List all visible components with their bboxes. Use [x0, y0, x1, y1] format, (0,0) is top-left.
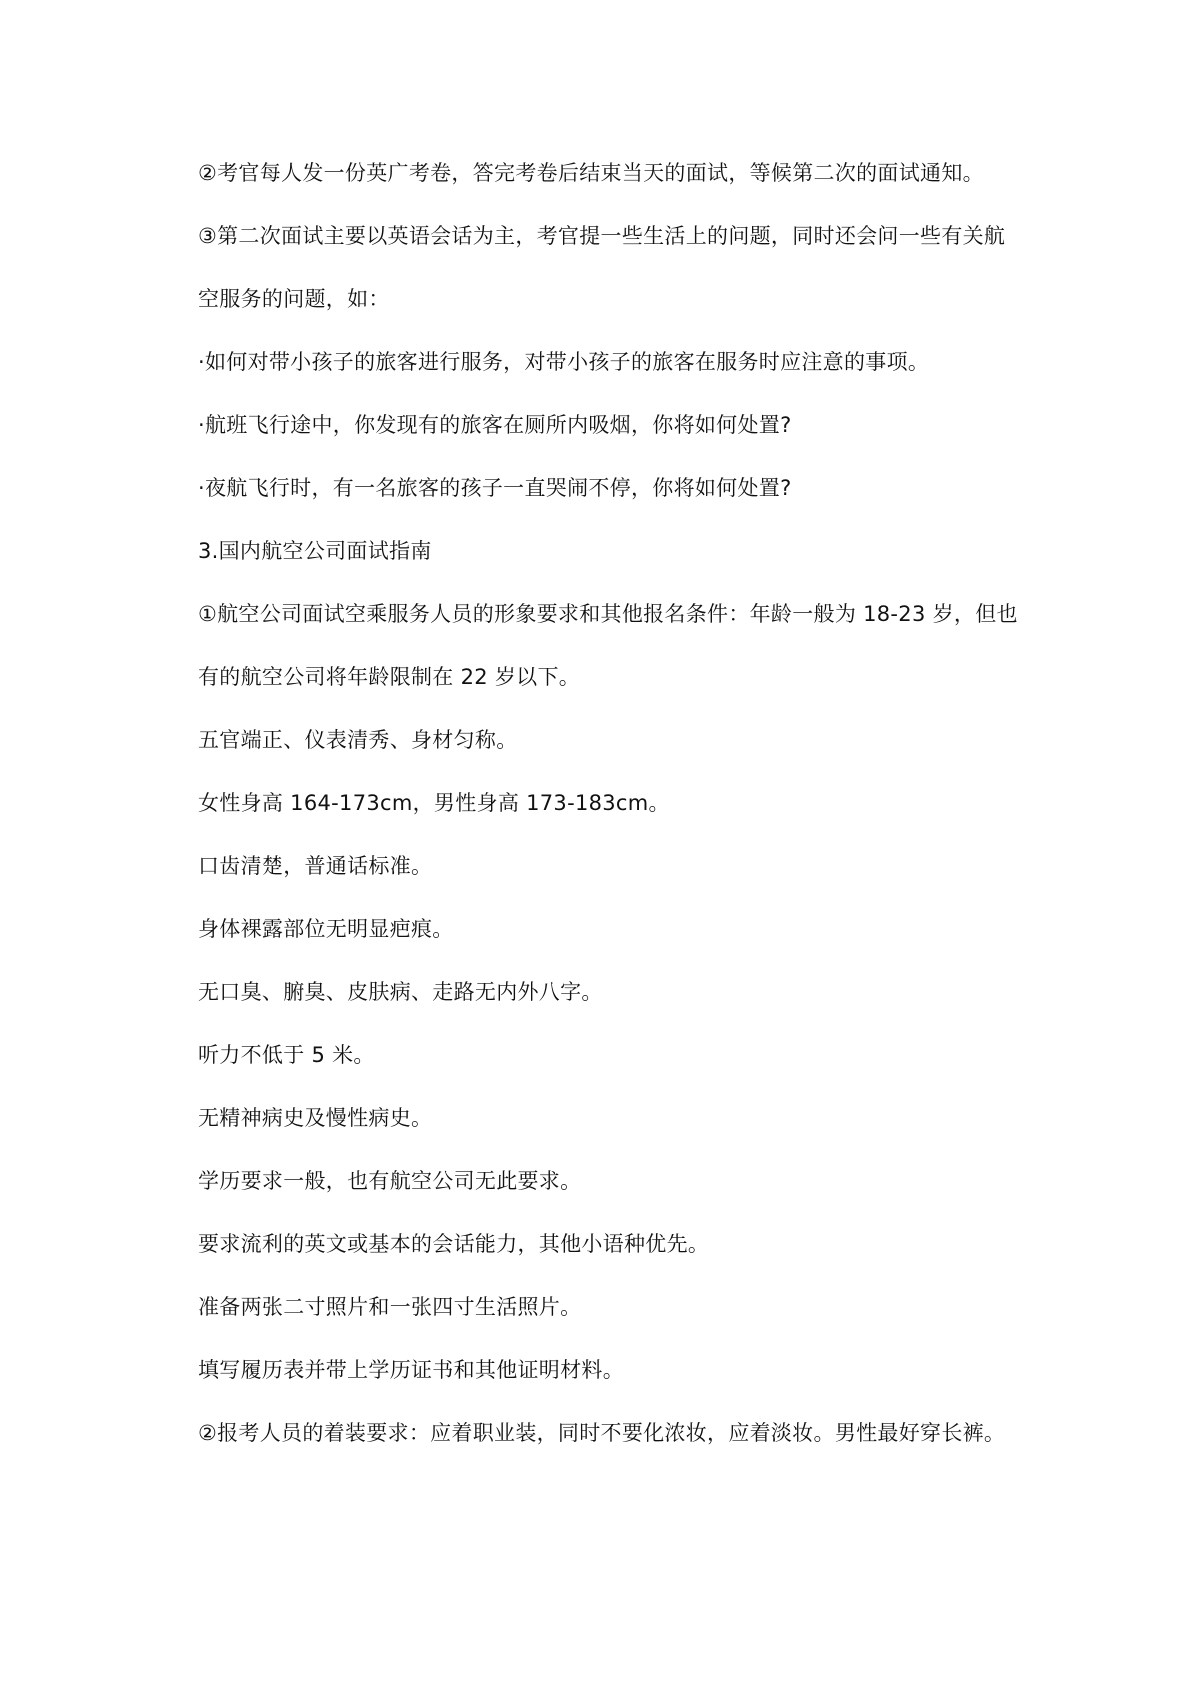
paragraph-dress-code: ②报考人员的着装要求：应着职业装，同时不要化浓妆，应着淡妆。男性最好穿长裤。 [198, 1421, 1006, 1445]
requirement-appearance: 五官端正、仪表清秀、身材匀称。 [198, 728, 518, 752]
requirement-health: 无口臭、腑臭、皮肤病、走路无内外八字。 [198, 980, 603, 1004]
requirement-hearing: 听力不低于 5 米。 [198, 1043, 375, 1067]
requirement-resume: 填写履历表并带上学历证书和其他证明材料。 [198, 1358, 624, 1382]
paragraph-second-interview: ③第二次面试主要以英语会话为主，考官提一些生活上的问题，同时还会问一些有关航 [198, 224, 1006, 248]
requirement-scars: 身体裸露部位无明显疤痕。 [198, 917, 454, 941]
section-heading-domestic-guide: 3.国内航空公司面试指南 [198, 539, 432, 563]
paragraph-requirements-cont: 有的航空公司将年龄限制在 22 岁以下。 [198, 665, 581, 689]
paragraph-requirements: ①航空公司面试空乘服务人员的形象要求和其他报名条件：年龄一般为 18-23 岁，但也 [198, 602, 1018, 626]
bullet-children-service: ·如何对带小孩子的旅客进行服务，对带小孩子的旅客在服务时应注意的事项。 [198, 350, 930, 374]
paragraph-exam-paper: ②考官每人发一份英广考卷，答完考卷后结束当天的面试，等候第二次的面试通知。 [198, 161, 984, 185]
paragraph-second-interview-cont: 空服务的问题，如： [198, 287, 390, 311]
bullet-crying-child: ·夜航飞行时，有一名旅客的孩子一直哭闹不停，你将如何处置? [198, 476, 792, 500]
requirement-photos: 准备两张二寸照片和一张四寸生活照片。 [198, 1295, 582, 1319]
requirement-english: 要求流利的英文或基本的会话能力，其他小语种优先。 [198, 1232, 710, 1256]
bullet-smoking: ·航班飞行途中，你发现有的旅客在厕所内吸烟，你将如何处置? [198, 413, 792, 437]
requirement-education: 学历要求一般，也有航空公司无此要求。 [198, 1169, 582, 1193]
requirement-medical-history: 无精神病史及慢性病史。 [198, 1106, 433, 1130]
document-body [198, 158, 1018, 1481]
requirement-height: 女性身高 164-173cm，男性身高 173-183cm。 [198, 791, 670, 815]
requirement-speech: 口齿清楚，普通话标准。 [198, 854, 433, 878]
